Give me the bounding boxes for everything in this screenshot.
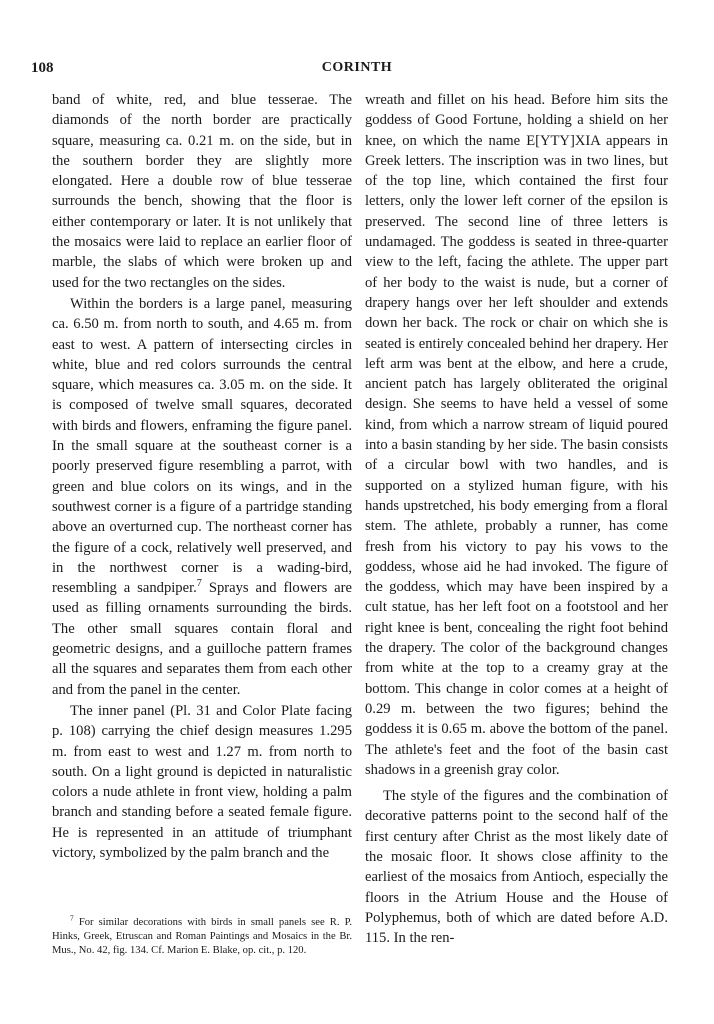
paragraph: The inner panel (Pl. 31 and Color Plate facing p. 108) carrying the chief design measures 1.295 m. from east to west and 1.27 m. from north to south. On a light ground is depicted in naturalistic colors a nude athlete in front view, holding a palm branch and standing before a seated female figure. He is represented in an attitude of triumphant victory, symbolized by the palm branch and the xyxy=(52,702,352,861)
paragraph-text: Within the borders is a large panel, measuring ca. 6.50 m. from north to south, and 4.65 m. from east to west. A pattern of intersecting circles in white, blue and red colors surrounds the central square, which measures ca. 3.05 m. on the side. It is composed of twelve small squares, decorated with birds and flowers, enframing the figure panel. In the small square at the southeast corner is a poorly preserved figure resembling a parrot, with green and blue colors on its wings, and in the southwest corner is a figure of a partridge standing above an overturned cup. The northeast corner has the figure of a cock, relatively well preserved, and in the northwest corner is a wading-bird, resembling a sandpiper. xyxy=(52,295,352,597)
footnote-number: 7 xyxy=(70,913,74,923)
paragraph-text: Sprays and flowers are used as filling ornaments surrounding the birds. The other small squares contain floral and geometric designs, and a guilloche pattern frames all the squares and separates them from each other and from the panel in the center. xyxy=(52,580,352,698)
page-number: 108 xyxy=(31,60,54,76)
paragraph xyxy=(52,294,352,700)
paragraph: wreath and fillet on his head. Before him sits the goddess of Good Fortune, holding a shield on her knee, on which the name E[YTY]XIA appears in Greek letters. The inscription was in two lines, but of the top line, which contained the first four letters, only the lower left corner of the epsilon is preserved. The second line of three letters is undamaged. The goddess is seated in three-quarter view to the left, facing the athlete. The upper part of her body to the waist is nude, but a corner of drapery hangs over her left shoulder and extends down her back. The rock or chair on which she is seated is entirely concealed behind her drapery. Her left arm was bent at the elbow, and here a crude, ancient patch has largely obliterated the original design. She seems to have held a vessel of some kind, from which a narrow stream of liquid poured into a basin standing by her side. The basin consists of a circular bowl with two handles, and is supported on a stylized human figure, with his hands upstretched, his body emerging from a floral stem. The athlete, probably a runner, has come fresh from his victory to pay his vows to the goddess, whose aid he had invoked. The figure of the goddess, which may have been inspired by a cult statue, has her left foot on a footstool and her right knee is bent, concealing the right foot behind the drapery. The color of the background changes from white at the top to a creamy gray at the bottom. This change in color comes at a height of 0.29 m. between the two figures; behind the goddess it is 0.65 m. above the bottom of the panel. The athlete's feet and the foot of the basin cast shadows in a greenish gray color. xyxy=(365,92,668,778)
footnote xyxy=(52,913,352,958)
paragraph: band of white, red, and blue tesserae. The diamonds of the north border are practically square, measuring ca. 0.21 m. on the side, but in the southern border they are slightly more elongated. Here a double row of blue tesserae surrounds the bench, showing that the floor is either contemporary or later. It is not unlikely that the mosaics were laid to replace an earlier floor of marble, the slabs of which were broken up and used for the two rectangles on the sides. xyxy=(52,92,352,291)
footnote-reference: 7 xyxy=(196,578,202,590)
footnote-text: For similar decorations with birds in small panels see R. P. Hinks, Greek, Etruscan and Roman Paintings and Mosaics in the Br. Mus., No. 42, fig. 134. Cf. Marion E. Blake, op. cit., p. 120. xyxy=(52,917,352,956)
right-column xyxy=(365,90,668,948)
left-column xyxy=(52,90,352,863)
running-title: CORINTH xyxy=(321,60,393,75)
paragraph: The style of the figures and the combination of decorative patterns point to the second half of the first century after Christ as the most likely date of the mosaic floor. It shows close affinity to the earliest of the mosaics from Antioch, especially the floors in the Atrium House and the House of Polyphemus, both of which are dated before A.D. 115. In the ren- xyxy=(365,788,668,947)
